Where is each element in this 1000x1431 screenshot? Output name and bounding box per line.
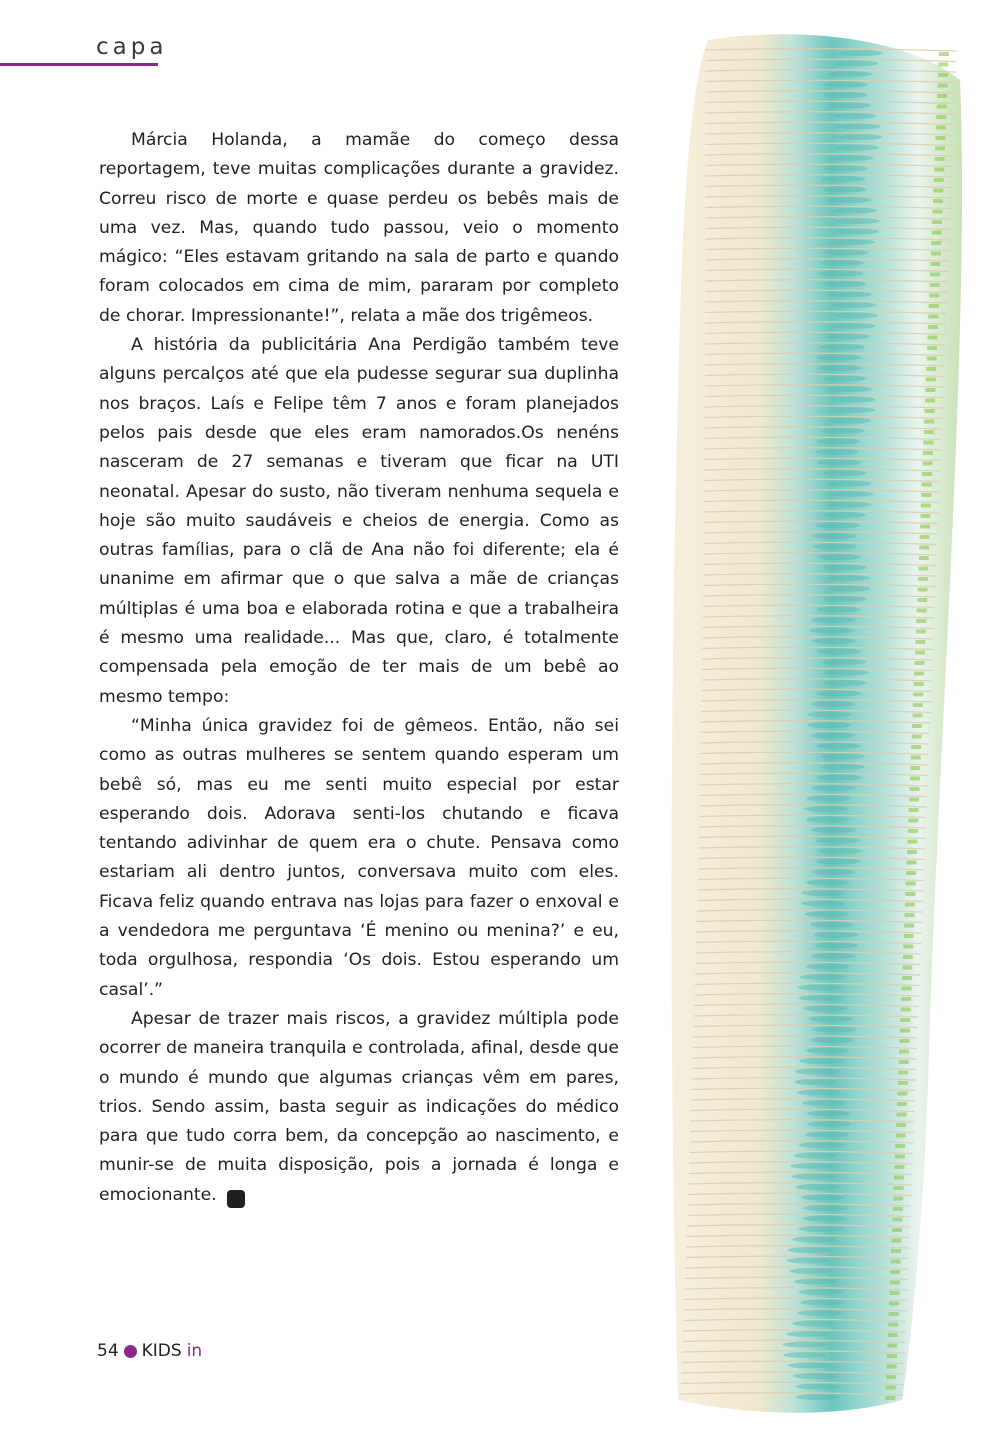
diaper-edge-mark bbox=[928, 336, 938, 340]
diaper-edge-mark bbox=[909, 808, 919, 812]
diaper-edge-mark bbox=[917, 598, 927, 602]
diaper-edge-mark bbox=[890, 1270, 900, 1274]
diaper-teal-mark bbox=[827, 575, 871, 581]
diaper-teal-mark bbox=[827, 197, 871, 203]
diaper-edge-mark bbox=[894, 1176, 904, 1180]
diaper-teal-mark bbox=[837, 124, 881, 130]
diaper-edge-mark bbox=[927, 346, 937, 350]
diaper-edge-mark bbox=[911, 756, 921, 760]
diaper-teal-mark bbox=[815, 943, 859, 949]
diaper-teal-mark bbox=[817, 775, 861, 781]
diaper-edge-mark bbox=[916, 630, 926, 634]
diaper-edge-mark bbox=[922, 483, 932, 487]
diaper-edge-mark bbox=[906, 882, 916, 886]
diaper-teal-mark bbox=[830, 491, 874, 497]
diaper-edge-mark bbox=[907, 861, 917, 865]
diaper-teal-mark bbox=[836, 218, 880, 224]
diaper-teal-mark bbox=[816, 439, 860, 445]
diaper-teal-mark bbox=[834, 313, 878, 319]
diaper-edge-mark bbox=[925, 409, 935, 413]
diaper-edge-mark bbox=[929, 304, 939, 308]
diaper-teal-mark bbox=[799, 1226, 843, 1232]
diaper-edge-mark bbox=[888, 1333, 898, 1337]
diaper-edge-mark bbox=[886, 1375, 896, 1379]
diaper-edge-mark bbox=[939, 52, 949, 56]
diaper-edge-mark bbox=[893, 1197, 903, 1201]
diaper-teal-mark bbox=[797, 1090, 841, 1096]
diaper-edge-mark bbox=[937, 105, 947, 109]
paragraph-4 bbox=[99, 1005, 619, 1210]
diaper-teal-mark bbox=[824, 166, 868, 172]
diaper-teal-mark bbox=[790, 1163, 834, 1169]
diaper-teal-mark bbox=[800, 974, 844, 980]
diaper-edge-mark bbox=[897, 1092, 907, 1096]
diaper-teal-mark bbox=[838, 134, 882, 140]
paragraph-4-text: Apesar de trazer mais riscos, a gravidez múltipla pode ocorrer de maneira tranquila e controlada, afinal, desde que o mundo é mundo que algumas crianças vêm em pares, trios. Sendo assim, basta seguir as indicações do médico para que tudo corra bem, da concepção ao nascimento, e munir-se de muita disposição, pois a jornada é longa e emocionante. bbox=[99, 1008, 619, 1205]
diaper-teal-mark bbox=[827, 418, 871, 424]
diaper-edge-mark bbox=[892, 1218, 902, 1222]
diaper-teal-mark bbox=[789, 1268, 833, 1274]
diaper-teal-mark bbox=[793, 1373, 837, 1379]
diaper-edge-mark bbox=[937, 94, 947, 98]
diaper-edge-mark bbox=[890, 1281, 900, 1285]
diaper-teal-mark bbox=[820, 260, 864, 266]
diaper-edge-mark bbox=[936, 126, 946, 130]
diaper-teal-mark bbox=[810, 1037, 854, 1043]
diaper-teal-mark bbox=[804, 806, 848, 812]
diaper-edge-mark bbox=[935, 147, 945, 151]
diaper-edge-mark bbox=[920, 525, 930, 529]
diaper-edge-mark bbox=[919, 546, 929, 550]
diaper-edge-mark bbox=[887, 1354, 897, 1358]
diaper-edge-mark bbox=[921, 493, 931, 497]
diaper-teal-mark bbox=[835, 145, 879, 151]
diaper-teal-mark bbox=[801, 901, 845, 907]
diaper-edge-mark bbox=[931, 241, 941, 245]
diaper-teal-mark bbox=[823, 92, 867, 98]
diaper-edge-mark bbox=[933, 189, 943, 193]
diaper-teal-mark bbox=[832, 113, 876, 119]
diaper-teal-mark bbox=[832, 397, 876, 403]
diaper-edge-mark bbox=[895, 1144, 905, 1148]
diaper-teal-mark bbox=[828, 481, 872, 487]
diaper-teal-mark bbox=[816, 523, 860, 529]
diaper-edge-mark bbox=[889, 1302, 899, 1306]
diaper-teal-mark bbox=[822, 659, 866, 665]
diaper-edge-mark bbox=[938, 84, 948, 88]
diaper-edge-mark bbox=[919, 556, 929, 560]
diaper-teal-mark bbox=[786, 1331, 830, 1337]
diaper-edge-mark bbox=[938, 73, 948, 77]
diaper-teal-mark bbox=[813, 544, 857, 550]
diaper-teal-mark bbox=[806, 796, 850, 802]
diaper-teal-mark bbox=[799, 995, 843, 1001]
diaper-teal-mark bbox=[806, 964, 850, 970]
diaper-teal-mark bbox=[823, 187, 867, 193]
diaper-teal-mark bbox=[822, 281, 866, 287]
diaper-edge-mark bbox=[922, 472, 932, 476]
diaper-edge-mark bbox=[886, 1365, 896, 1369]
diaper-teal-mark bbox=[811, 733, 855, 739]
diaper-teal-mark bbox=[803, 1006, 847, 1012]
diaper-teal-mark bbox=[810, 628, 854, 634]
diaper-edge-mark bbox=[885, 1396, 895, 1400]
diaper-teal-mark bbox=[811, 1027, 855, 1033]
diaper-teal-mark bbox=[816, 838, 860, 844]
diaper-teal-mark bbox=[821, 428, 865, 434]
diaper-edge-mark bbox=[935, 157, 945, 161]
diaper-edge-mark bbox=[928, 315, 938, 319]
diaper-edge-mark bbox=[904, 934, 914, 938]
diaper-teal-mark bbox=[818, 365, 862, 371]
diaper-teal-mark bbox=[811, 785, 855, 791]
diaper-teal-mark bbox=[826, 334, 870, 340]
diaper-edge-mark bbox=[909, 798, 919, 802]
diaper-teal-mark bbox=[823, 596, 867, 602]
diaper-teal-mark bbox=[791, 1174, 835, 1180]
diaper-teal-mark bbox=[818, 460, 862, 466]
diaper-edge-mark bbox=[896, 1123, 906, 1127]
diaper-edge-mark bbox=[910, 777, 920, 781]
diaper-teal-mark bbox=[792, 1237, 836, 1243]
diaper-teal-mark bbox=[828, 386, 872, 392]
diaper-teal-mark bbox=[796, 1384, 840, 1390]
diaper-teal-mark bbox=[807, 1111, 851, 1117]
diaper-edge-mark bbox=[900, 1018, 910, 1022]
diaper-teal-mark bbox=[817, 649, 861, 655]
diaper-teal-mark bbox=[812, 638, 856, 644]
diaper-edge-mark bbox=[915, 640, 925, 644]
diaper-teal-mark bbox=[794, 1079, 838, 1085]
diaper-edge-mark bbox=[894, 1186, 904, 1190]
diaper-edge-mark bbox=[905, 903, 915, 907]
diaper-stack-photo bbox=[640, 20, 1000, 1431]
diaper-teal-mark bbox=[834, 61, 878, 67]
diaper-teal-mark bbox=[831, 323, 875, 329]
diaper-teal-mark bbox=[806, 817, 850, 823]
diaper-edge-mark bbox=[933, 199, 943, 203]
diaper-edge-mark bbox=[886, 1386, 896, 1390]
page-footer bbox=[97, 1341, 202, 1361]
diaper-teal-mark bbox=[795, 1069, 839, 1075]
diaper-teal-mark bbox=[822, 512, 866, 518]
diaper-teal-mark bbox=[824, 670, 868, 676]
diaper-edge-mark bbox=[894, 1165, 904, 1169]
diaper-edge-mark bbox=[926, 367, 936, 371]
diaper-edge-mark bbox=[913, 703, 923, 707]
diaper-edge-mark bbox=[928, 325, 938, 329]
brand-suffix: in bbox=[186, 1341, 203, 1361]
diaper-teal-mark bbox=[817, 607, 861, 613]
diaper-edge-mark bbox=[900, 1029, 910, 1033]
diaper-edge-mark bbox=[930, 283, 940, 287]
diaper-teal-mark bbox=[811, 701, 855, 707]
diaper-teal-mark bbox=[817, 859, 861, 865]
diaper-teal-mark bbox=[831, 239, 875, 245]
diaper-edge-mark bbox=[908, 829, 918, 833]
brand-name: KIDS bbox=[141, 1341, 182, 1361]
diaper-teal-mark bbox=[820, 344, 864, 350]
diaper-teal-mark bbox=[811, 953, 855, 959]
diaper-edge-mark bbox=[915, 661, 925, 665]
diaper-edge-mark bbox=[914, 682, 924, 686]
diaper-teal-mark bbox=[833, 208, 877, 214]
diaper-teal-mark bbox=[801, 890, 845, 896]
diaper-teal-mark bbox=[823, 565, 867, 571]
diaper-teal-mark bbox=[788, 1247, 832, 1253]
paragraph-1: Márcia Holanda, a mamãe do começo dessa reportagem, teve muitas complicações durante a gravidez. Correu risco de morte e quase perdeu os bebês mais de uma vez. Mas, quando tudo passou, veio o momento mágico: “Eles estavam gritando na sala de parto e quando foram colocados em cima de mim, pararam por completo de chorar. Impressionante!”, relata a mãe dos trigêmeos. bbox=[99, 130, 619, 326]
diaper-edge-mark bbox=[889, 1312, 899, 1316]
diaper-teal-mark bbox=[786, 1258, 830, 1264]
diaper-edge-mark bbox=[915, 651, 925, 655]
diaper-teal-mark bbox=[808, 722, 852, 728]
diaper-edge-mark bbox=[936, 115, 946, 119]
diaper-teal-mark bbox=[821, 176, 865, 182]
diaper-edge-mark bbox=[912, 724, 922, 728]
end-mark-icon: K bbox=[227, 1190, 245, 1208]
diaper-teal-mark bbox=[827, 103, 871, 109]
diaper-edge-mark bbox=[898, 1071, 908, 1075]
diaper-teal-mark bbox=[812, 617, 856, 623]
diaper-edge-mark bbox=[918, 567, 928, 571]
diaper-teal-mark bbox=[809, 1016, 853, 1022]
diaper-teal-mark bbox=[796, 1394, 840, 1400]
diaper-edge-mark bbox=[920, 514, 930, 518]
diaper-teal-mark bbox=[817, 743, 861, 749]
diaper-edge-mark bbox=[899, 1039, 909, 1043]
diaper-teal-mark bbox=[821, 754, 865, 760]
diaper-teal-mark bbox=[839, 50, 883, 56]
diaper-edge-mark bbox=[926, 378, 936, 382]
diaper-teal-mark bbox=[814, 932, 858, 938]
paragraph-2: A história da publicitária Ana Perdigão também teve alguns percalços até que ela pudesse segurar sua duplinha nos braços. Laís e Felipe têm 7 anos e foram planejados pelos pais desde que eles eram namorados.Os nenéns nasceram de 27 semanas e tiveram que ficar na UTI neonatal. Apesar do susto, não tiveram nenhuma sequela e hoje são muito saudáveis e cheios de energia. Como as outras famílias, para o clã de Ana não foi diferente; ela é unanime em afirmar que o que salva a mãe de crianças múltiplas é uma boa e elaborada rotina e que a trabalheira é mesmo uma realidade... Mas que, claro, é totalmente compensada pela emoção de ter mais de um bebê ao mesmo tempo: bbox=[99, 335, 619, 707]
diaper-edge-mark bbox=[891, 1249, 901, 1253]
diaper-teal-mark bbox=[827, 586, 871, 592]
diaper-edge-mark bbox=[903, 945, 913, 949]
diaper-edge-mark bbox=[930, 262, 940, 266]
diaper-edge-mark bbox=[921, 504, 931, 508]
diaper-edge-mark bbox=[902, 987, 912, 991]
diaper-edge-mark bbox=[899, 1060, 909, 1064]
diaper-edge-mark bbox=[916, 619, 926, 623]
diaper-edge-mark bbox=[918, 577, 928, 581]
diaper-edge-mark bbox=[898, 1081, 908, 1085]
diaper-edge-mark bbox=[912, 714, 922, 718]
diaper-teal-mark bbox=[787, 1363, 831, 1369]
diaper-teal-mark bbox=[796, 1184, 840, 1190]
diaper-teal-mark bbox=[815, 449, 859, 455]
diaper-edge-mark bbox=[920, 535, 930, 539]
bullet-dot-icon bbox=[124, 1345, 137, 1358]
diaper-edge-mark bbox=[896, 1134, 906, 1138]
diaper-teal-mark bbox=[817, 554, 861, 560]
diaper-teal-mark bbox=[799, 1058, 843, 1064]
diaper-edge-mark bbox=[911, 745, 921, 749]
diaper-teal-mark bbox=[792, 1321, 836, 1327]
diaper-teal-mark bbox=[794, 1279, 838, 1285]
diaper-edge-mark bbox=[904, 924, 914, 928]
diaper-teal-mark bbox=[825, 250, 869, 256]
diaper-teal-mark bbox=[793, 1153, 837, 1159]
diaper-edge-mark bbox=[902, 966, 912, 970]
diaper-edge-mark bbox=[891, 1260, 901, 1264]
diaper-teal-mark bbox=[824, 82, 868, 88]
diaper-edge-mark bbox=[899, 1050, 909, 1054]
diaper-edge-mark bbox=[908, 819, 918, 823]
diaper-edge-mark bbox=[913, 693, 923, 697]
diaper-edge-mark bbox=[887, 1344, 897, 1348]
diaper-teal-mark bbox=[822, 680, 866, 686]
diaper-teal-mark bbox=[805, 911, 849, 917]
diaper-teal-mark bbox=[801, 1195, 845, 1201]
diaper-teal-mark bbox=[805, 1048, 849, 1054]
diaper-teal-mark bbox=[835, 229, 879, 235]
section-label: capa bbox=[96, 34, 168, 60]
diaper-teal-mark bbox=[804, 1205, 848, 1211]
diaper-edge-mark bbox=[910, 766, 920, 770]
diaper-edge-mark bbox=[922, 462, 932, 466]
diaper-edge-mark bbox=[923, 441, 933, 445]
diaper-edge-mark bbox=[914, 672, 924, 676]
diaper-edge-mark bbox=[938, 63, 948, 67]
diaper-teal-mark bbox=[813, 533, 857, 539]
diaper-teal-mark bbox=[833, 302, 877, 308]
page-number: 54 bbox=[97, 1341, 119, 1361]
diaper-edge-mark bbox=[925, 388, 935, 392]
diaper-teal-mark bbox=[802, 1100, 846, 1106]
diaper-teal-mark bbox=[828, 292, 872, 298]
diaper-teal-mark bbox=[823, 470, 867, 476]
diaper-edge-mark bbox=[934, 178, 944, 182]
diaper-teal-mark bbox=[797, 985, 841, 991]
diaper-edge-mark bbox=[904, 913, 914, 917]
section-rule bbox=[0, 63, 158, 66]
diaper-edge-mark bbox=[924, 420, 934, 424]
diaper-edge-mark bbox=[935, 136, 945, 140]
diaper-edge-mark bbox=[889, 1291, 899, 1295]
diaper-teal-mark bbox=[805, 1132, 849, 1138]
diaper-teal-mark bbox=[823, 376, 867, 382]
diaper-edge-mark bbox=[907, 850, 917, 854]
diaper-teal-mark bbox=[817, 691, 861, 697]
diaper-teal-mark bbox=[819, 271, 863, 277]
diaper-teal-mark bbox=[817, 355, 861, 361]
diaper-teal-mark bbox=[829, 155, 873, 161]
diaper-edge-mark bbox=[906, 871, 916, 875]
diaper-teal-mark bbox=[810, 922, 854, 928]
diaper-edge-mark bbox=[929, 294, 939, 298]
diaper-edge-mark bbox=[910, 787, 920, 791]
diaper-edge-mark bbox=[897, 1102, 907, 1106]
diaper-teal-mark bbox=[800, 1300, 844, 1306]
diaper-edge-mark bbox=[917, 609, 927, 613]
diaper-edge-mark bbox=[897, 1113, 907, 1117]
diaper-teal-mark bbox=[803, 1216, 847, 1222]
diaper-teal-mark bbox=[783, 1352, 827, 1358]
diaper-edge-mark bbox=[933, 210, 943, 214]
diaper-teal-mark bbox=[783, 1342, 827, 1348]
diaper-edge-mark bbox=[903, 955, 913, 959]
diaper-edge-mark bbox=[893, 1207, 903, 1211]
diaper-teal-mark bbox=[831, 407, 875, 413]
diaper-teal-mark bbox=[821, 764, 865, 770]
diaper-teal-mark bbox=[828, 71, 872, 77]
diaper-edge-mark bbox=[902, 976, 912, 980]
diaper-edge-mark bbox=[905, 892, 915, 896]
diaper-teal-mark bbox=[811, 827, 855, 833]
diaper-edge-mark bbox=[923, 451, 933, 455]
diaper-edge-mark bbox=[927, 357, 937, 361]
diaper-edge-mark bbox=[888, 1323, 898, 1327]
diaper-teal-mark bbox=[799, 1289, 843, 1295]
diaper-edge-mark bbox=[931, 252, 941, 256]
diaper-teal-mark bbox=[827, 502, 871, 508]
diaper-edge-mark bbox=[892, 1239, 902, 1243]
diaper-edge-mark bbox=[932, 220, 942, 224]
diaper-edge-mark bbox=[895, 1155, 905, 1159]
diaper-edge-mark bbox=[930, 273, 940, 277]
diaper-edge-mark bbox=[912, 735, 922, 739]
diaper-edge-mark bbox=[901, 1008, 911, 1012]
diaper-edge-mark bbox=[917, 588, 927, 592]
diaper-edge-mark bbox=[924, 430, 934, 434]
diaper-edge-mark bbox=[907, 840, 917, 844]
diaper-edge-mark bbox=[892, 1228, 902, 1232]
diaper-edge-mark bbox=[901, 997, 911, 1001]
diaper-edge-mark bbox=[925, 399, 935, 403]
diaper-teal-mark bbox=[798, 1310, 842, 1316]
diaper-edge-mark bbox=[934, 168, 944, 172]
diaper-teal-mark bbox=[799, 1142, 843, 1148]
diaper-edge-mark bbox=[932, 231, 942, 235]
diaper-teal-mark bbox=[812, 869, 856, 875]
article-body bbox=[99, 126, 619, 1210]
diaper-teal-mark bbox=[818, 848, 862, 854]
diaper-teal-mark bbox=[806, 880, 850, 886]
paragraph-3: “Minha única gravidez foi de gêmeos. Então, não sei como as outras mulheres se sentem quando esperam um bebê só, mas eu me senti muito especial por estar esperando dois. Adorava senti-los chutando e ficava tentando adivinhar de quem era o chute. Pensava como estariam ali dentro juntos, conversava muito com eles. Ficava feliz quando entrava nas lojas para fazer o enxoval e a vendedora me perguntava ‘É menino ou menina?’ e eu, toda orgulhosa, respondia ‘Os dois. Estou esperando um casal’.” bbox=[99, 715, 619, 1000]
diaper-teal-mark bbox=[808, 1121, 852, 1127]
diaper-teal-mark bbox=[807, 712, 851, 718]
